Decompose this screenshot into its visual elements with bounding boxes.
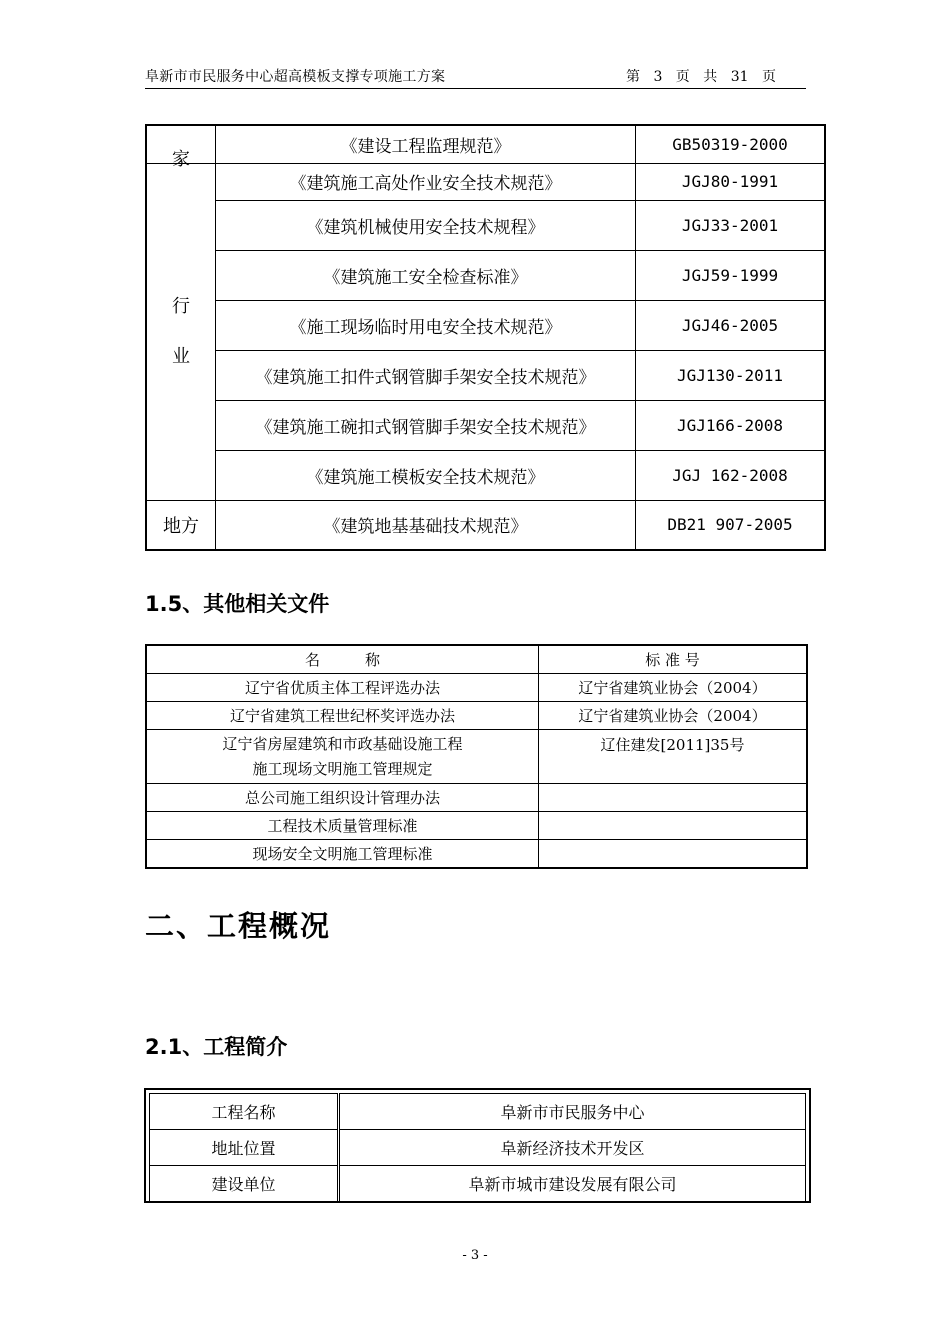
standard-name: 《建筑地基基础技术规范》 (216, 500, 636, 550)
standard-code: JGJ130-2011 (636, 350, 826, 400)
section-heading-2: 二、工程概况 (145, 909, 332, 943)
table-row (146, 300, 825, 350)
section-heading-2-1: 2.1、工程简介 (145, 1035, 288, 1059)
table-row (146, 500, 825, 550)
table-row (146, 350, 825, 400)
document-code: 辽宁省建筑业协会（2004） (539, 702, 808, 730)
standard-code: JGJ166-2008 (636, 400, 826, 450)
standard-name: 《建筑施工高处作业安全技术规范》 (216, 163, 636, 200)
page-number: - 3 - (462, 1248, 488, 1263)
document-name: 辽宁省优质主体工程评选办法 (146, 674, 539, 702)
document-code (539, 840, 808, 869)
other-documents-table (145, 644, 808, 869)
category-cell (146, 125, 216, 171)
info-value: 阜新市市民服务中心 (339, 1094, 806, 1130)
table-row (146, 450, 825, 500)
document-name-multiline (146, 730, 539, 784)
info-label: 工程名称 (150, 1094, 339, 1130)
table-row (146, 730, 807, 784)
standard-code: JGJ80-1991 (636, 163, 826, 200)
info-value: 阜新经济技术开发区 (339, 1130, 806, 1166)
table-row (146, 163, 825, 200)
table-row (146, 702, 807, 730)
info-label: 地址位置 (150, 1130, 339, 1166)
standard-name: 《建设工程监理规范》 (216, 125, 636, 163)
category-label: 行 (172, 295, 190, 317)
document-name-line: 施工现场文明施工管理规定 (252, 759, 433, 778)
standard-name: 《建筑施工扣件式钢管脚手架安全技术规范》 (216, 350, 636, 400)
document-code (539, 812, 808, 840)
document-code (539, 784, 808, 812)
project-info-frame (144, 1088, 811, 1203)
table-row (146, 840, 807, 869)
column-header-name: 名 称 (146, 645, 539, 674)
standard-code: DB21 907-2005 (636, 500, 826, 550)
standard-name: 《建筑施工碗扣式钢管脚手架安全技术规范》 (216, 400, 636, 450)
section-heading-1-5: 1.5、其他相关文件 (145, 592, 330, 616)
table-row (146, 250, 825, 300)
standard-name: 《施工现场临时用电安全技术规范》 (216, 300, 636, 350)
category-cell-industry (146, 163, 216, 500)
document-name-line: 辽宁省房屋建筑和市政基础设施工程 (222, 734, 463, 753)
header-title: 阜新市市民服务中心超高模板支撑专项施工方案 (145, 69, 446, 85)
column-header-code: 标 准 号 (539, 645, 808, 674)
header-rule (145, 88, 806, 89)
standard-name: 《建筑施工安全检查标准》 (216, 250, 636, 300)
table-header-row (146, 645, 807, 674)
category-label: 业 (172, 345, 190, 367)
document-name: 现场安全文明施工管理标准 (146, 840, 539, 869)
document-name: 工程技术质量管理标准 (146, 812, 539, 840)
document-code: 辽住建发[2011]35号 (539, 730, 808, 784)
standard-code: JGJ59-1999 (636, 250, 826, 300)
document-name: 总公司施工组织设计管理办法 (146, 784, 539, 812)
standard-code: JGJ33-2001 (636, 200, 826, 250)
category-label: 家 (172, 149, 190, 171)
standard-name: 《建筑机械使用安全技术规程》 (216, 200, 636, 250)
standard-code: JGJ46-2005 (636, 300, 826, 350)
table-row (146, 125, 825, 163)
table-row (150, 1166, 806, 1202)
table-row (150, 1130, 806, 1166)
standards-table (145, 124, 826, 551)
category-cell: 地方 (146, 500, 216, 550)
table-row (150, 1094, 806, 1130)
document-code: 辽宁省建筑业协会（2004） (539, 674, 808, 702)
document-name: 辽宁省建筑工程世纪杯奖评选办法 (146, 702, 539, 730)
project-info-table (149, 1093, 806, 1201)
table-row (146, 400, 825, 450)
info-label: 建设单位 (150, 1166, 339, 1202)
table-row (146, 200, 825, 250)
header-page-indicator: 第 3 页 共 31 页 (626, 69, 776, 85)
standard-code: JGJ 162-2008 (636, 450, 826, 500)
table-row (146, 812, 807, 840)
standard-code: GB50319-2000 (636, 125, 826, 163)
table-row (146, 784, 807, 812)
standard-name: 《建筑施工模板安全技术规范》 (216, 450, 636, 500)
info-value: 阜新市城市建设发展有限公司 (339, 1166, 806, 1202)
table-row (146, 674, 807, 702)
